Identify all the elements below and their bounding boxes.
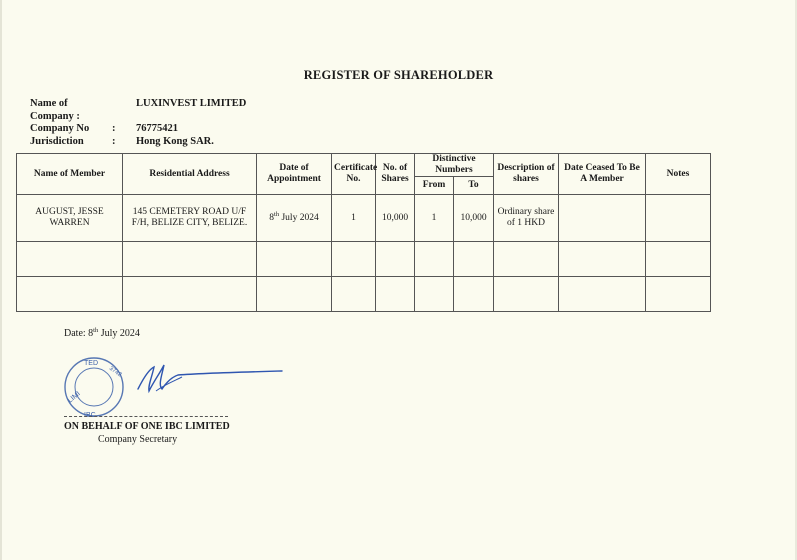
document-title: REGISTER OF SHAREHOLDER [303,68,494,82]
on-behalf-text: ON BEHALF OF ONE IBC LIMITED [64,421,230,432]
table-row-empty [17,277,711,312]
header-notes: Notes [646,154,711,195]
company-no-label: Company No [30,123,90,134]
cell-certificate: 1 [332,195,376,242]
header-to: To [454,177,494,195]
cell-from: 1 [415,195,454,242]
cell-to: 10,000 [454,195,494,242]
header-member: Name of Member [17,154,123,195]
cell-description: Ordinary share of 1 HKD [494,195,559,242]
svg-text:LIMI: LIMI [66,390,82,405]
cell-shares: 10,000 [376,195,415,242]
company-name-value: LUXINVEST LIMITED [136,98,247,109]
company-name-colon [112,98,136,123]
company-no-row [30,123,246,136]
stamp-and-signature [54,355,294,425]
company-name-label: Name of Company : [30,98,80,122]
appointment-day: 8 [269,212,275,223]
header-distinctive: Distinctive Numbers [415,154,494,177]
date-prefix: Date: 8 [64,328,94,339]
table-row [17,195,711,242]
header-certificate: Certificate No. [332,154,376,195]
header-address: Residential Address [123,154,257,195]
header-ceased: Date Ceased To Be A Member [559,154,646,195]
jurisdiction-label: Jurisdiction [30,135,84,147]
signatory-role: Company Secretary [98,434,178,445]
cell-address: 145 CEMETERY ROAD U/F F/H, BELIZE CITY, BELIZE. [123,195,257,242]
header-appointment: Date of Appointment [257,154,332,195]
cell-notes [646,195,711,242]
company-name-row [30,98,246,123]
jurisdiction-value: Hong Kong SAR. [136,135,214,147]
company-info [30,98,246,148]
company-stamp-icon [54,355,294,425]
appointment-ordinal: th [274,210,280,218]
svg-text:IBC: IBC [84,412,96,419]
header-from: From [415,177,454,195]
header-description: Description of shares [494,154,559,195]
appointment-rest: July 2024 [279,212,319,223]
jurisdiction-row [30,136,246,149]
signature-line [64,416,228,417]
company-no-colon: : [112,123,116,134]
svg-text:TED: TED [84,360,98,367]
header-shares: No. of Shares [376,154,415,195]
cell-member: AUGUST, JESSE WARREN [17,195,123,242]
svg-text:3742: 3742 [107,365,123,379]
table-row-empty [17,242,711,277]
header-row-1 [17,154,711,177]
date-rest: July 2024 [98,328,140,339]
cell-ceased [559,195,646,242]
shareholder-register-table [16,153,711,312]
cell-appointment [257,195,332,242]
document-date [64,328,140,339]
date-ordinal: th [93,327,99,334]
company-no-value: 76775421 [136,123,178,134]
jurisdiction-colon: : [112,135,116,147]
